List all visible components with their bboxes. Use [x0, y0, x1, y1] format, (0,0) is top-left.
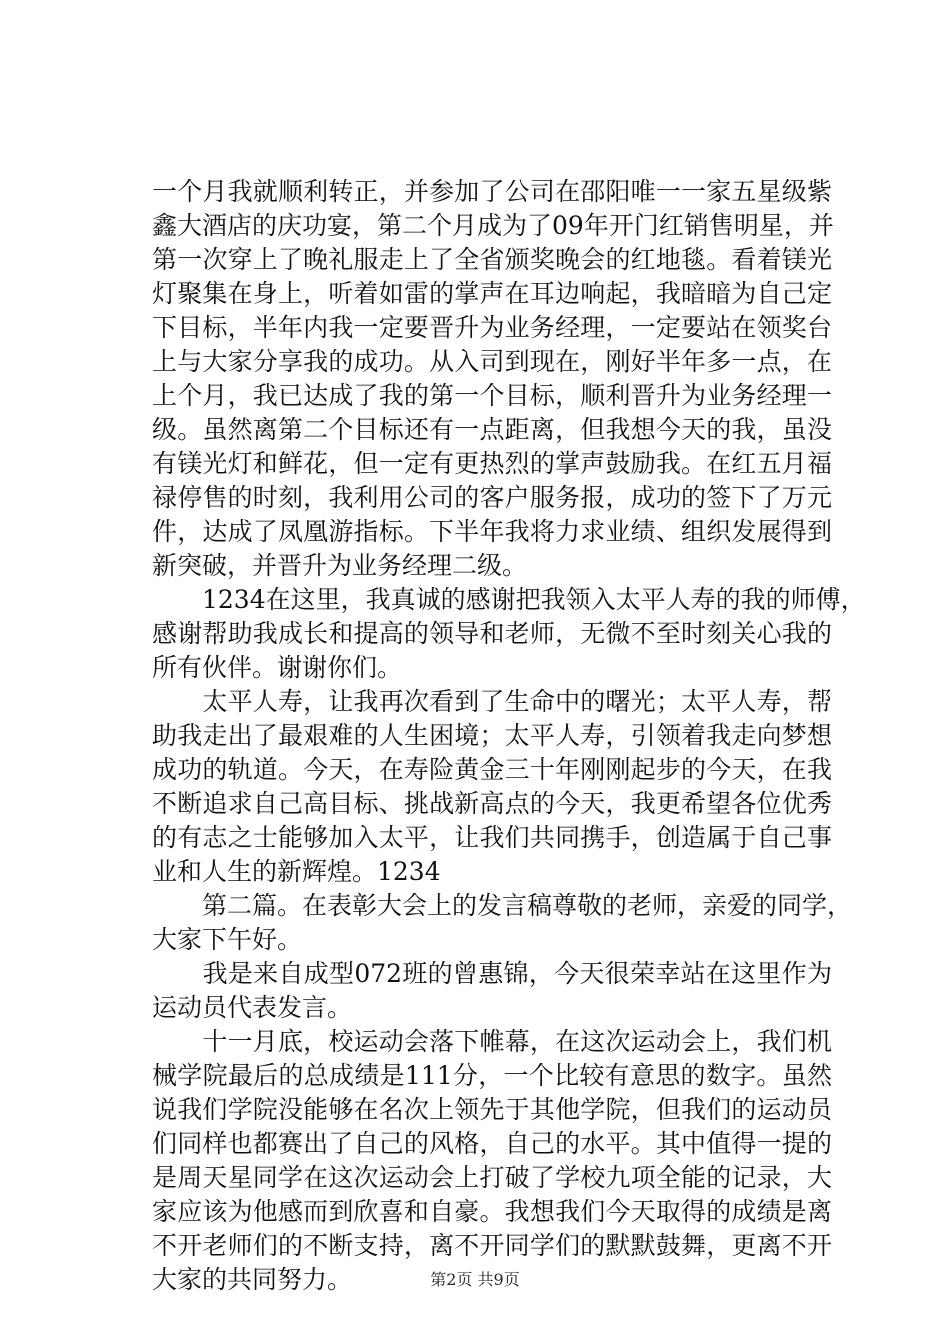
text-line: 运动员代表发言。 [152, 993, 353, 1022]
text-line: 们同样也都赛出了自己的风格，自己的水平。其中值得一提的 [152, 1129, 832, 1158]
text-line: 不开老师们的不断支持，离不开同学们的默默鼓舞，更离不开 [152, 1231, 832, 1260]
text-line: 太平人寿，让我再次看到了生命中的曙光；太平人寿，帮 [152, 687, 832, 716]
text-line: 感谢帮助我成长和提高的领导和老师，无微不至时刻关心我的 [152, 619, 832, 648]
text-line: 我是来自成型072班的曾惠锦，今天很荣幸站在这里作为 [152, 959, 832, 988]
text-line: 上与大家分享我的成功。从入司到现在，刚好半年多一点，在 [152, 347, 832, 376]
text-line: 业和人生的新辉煌。1234 [152, 857, 441, 886]
text-line: 1234在这里，我真诚的感谢把我领入太平人寿的我的师傅， [152, 585, 866, 614]
text-line: 械学院最后的总成绩是111分，一个比较有意思的数字。虽然 [152, 1061, 832, 1090]
text-line: 大家下午好。 [152, 925, 303, 954]
text-line: 级。虽然离第二个目标还有一点距离，但我想今天的我，虽没 [152, 415, 832, 444]
text-line: 成功的轨道。今天，在寿险黄金三十年刚刚起步的今天，在我 [152, 755, 832, 784]
text-line: 新突破，并晋升为业务经理二级。 [152, 551, 528, 580]
text-line: 助我走出了最艰难的人生困境；太平人寿，引领着我走向梦想 [152, 721, 832, 750]
document-body [152, 175, 866, 1297]
text-line: 灯聚集在身上，听着如雷的掌声在耳边响起，我暗暗为自己定 [152, 279, 832, 308]
text-line: 大家的共同努力。 [152, 1265, 353, 1294]
page-footer: 第2页 共9页 [430, 1270, 520, 1289]
text-line: 是周天星同学在这次运动会上打破了学校九项全能的记录，大 [152, 1163, 832, 1192]
text-line: 鑫大酒店的庆功宴，第二个月成为了09年开门红销售明星，并 [152, 211, 834, 240]
text-line: 下目标，半年内我一定要晋升为业务经理，一定要站在领奖台 [152, 313, 832, 342]
text-line: 十一月底，校运动会落下帷幕，在这次运动会上，我们机 [152, 1027, 832, 1056]
text-line: 不断追求自己高目标、挑战新高点的今天，我更希望各位优秀 [152, 789, 832, 818]
text-line: 的有志之士能够加入太平，让我们共同携手，创造属于自己事 [152, 823, 832, 852]
text-line: 家应该为他感而到欣喜和自豪。我想我们今天取得的成绩是离 [152, 1197, 832, 1226]
text-line: 第一次穿上了晚礼服走上了全省颁奖晚会的红地毯。看着镁光 [152, 245, 832, 274]
text-line: 说我们学院没能够在名次上领先于其他学院，但我们的运动员 [152, 1095, 832, 1124]
text-line: 上个月，我已达成了我的第一个目标，顺利晋升为业务经理一 [152, 381, 832, 410]
text-line: 有镁光灯和鲜花，但一定有更热烈的掌声鼓励我。在红五月福 [152, 449, 832, 478]
text-line: 一个月我就顺利转正，并参加了公司在邵阳唯一一家五星级紫 [152, 177, 832, 206]
text-line: 第二篇。在表彰大会上的发言稿尊敬的老师，亲爱的同学， [152, 891, 853, 920]
text-line: 件，达成了凤凰游指标。下半年我将力求业绩、组织发展得到 [152, 517, 832, 546]
text-line: 所有伙伴。谢谢你们。 [152, 653, 403, 682]
text-line: 禄停售的时刻，我利用公司的客户服务报，成功的签下了万元 [152, 483, 832, 512]
